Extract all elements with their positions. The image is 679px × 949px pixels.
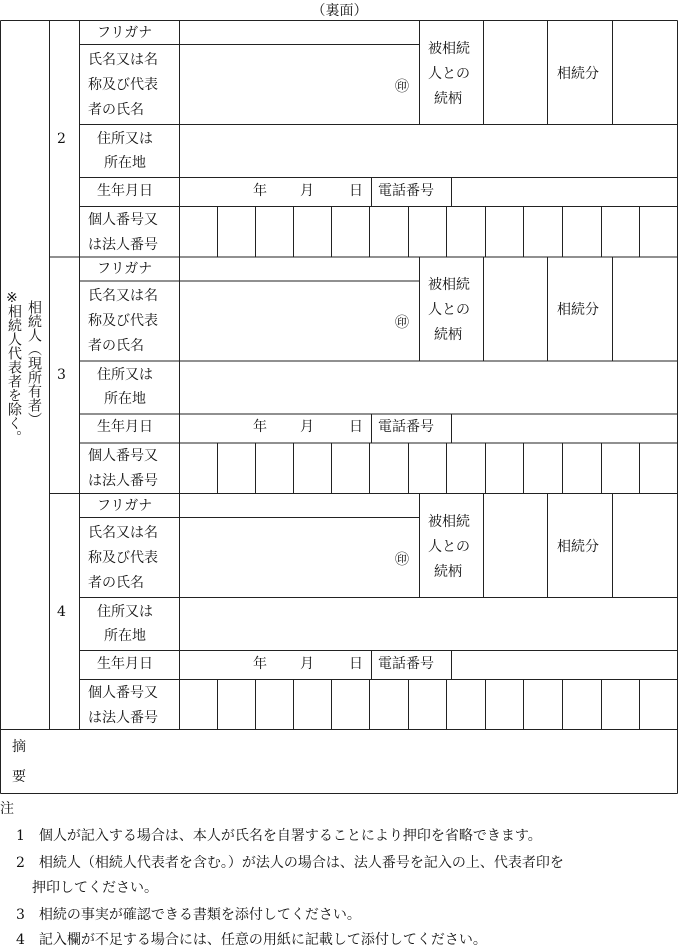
block-3-id-digit-8[interactable] (449, 445, 485, 493)
block-3-id-digit-9[interactable] (488, 445, 523, 493)
block-2-birth-label: 生年月日 (97, 182, 153, 199)
block-2-id-digit-8[interactable] (449, 209, 485, 257)
block-2-number: 2 (57, 130, 66, 147)
block-2-name-label-2: 称及び代表 (88, 76, 158, 93)
block-3-month-label: 月 (300, 419, 314, 435)
block-2-phone-field[interactable] (453, 180, 676, 207)
block-4-id-digit-4[interactable] (296, 682, 331, 730)
block-4-address-label-2: 所在地 (104, 627, 146, 644)
block-4-id-digit-2[interactable] (220, 682, 255, 730)
block-2-share-field[interactable] (614, 23, 676, 124)
block-2-id-digit-11[interactable] (565, 209, 601, 257)
heirs-form (0, 20, 678, 794)
block-4-address-label-1: 住所又は (97, 603, 153, 620)
block-2-name-label-3: 者の氏名 (88, 101, 144, 118)
block-2-share-label: 相続分 (557, 65, 599, 82)
block-3-address-label-1: 住所又は (97, 367, 153, 383)
block-3-id-digit-12[interactable] (604, 445, 639, 493)
block-3-id-digit-5[interactable] (334, 445, 369, 493)
block-3-id-digit-1[interactable] (182, 445, 217, 493)
block-4-id-digit-3[interactable] (258, 682, 293, 730)
block-4-phone-label: 電話番号 (378, 655, 434, 672)
block-2-address-label-1: 住所又は (97, 130, 153, 147)
block-2-id-digit-10[interactable] (526, 209, 562, 257)
block-2-id-digit-5[interactable] (334, 209, 369, 257)
block-4-address-field[interactable] (181, 600, 676, 651)
block-3-id-digit-4[interactable] (296, 445, 331, 493)
block-2-id-label-1: 個人番号又 (88, 211, 158, 228)
block-3-relation-label-1: 被相続 (428, 277, 470, 293)
block-3-relation-label-2: 人との (428, 302, 470, 318)
block-2-id-digit-3[interactable] (258, 209, 293, 257)
block-4-day-label: 日 (349, 655, 363, 672)
block-2-year-label: 年 (253, 182, 267, 199)
block-4-seal-mark: ㊞ (395, 551, 409, 568)
block-4-id-digit-5[interactable] (334, 682, 369, 730)
block-4-id-digit-11[interactable] (565, 682, 601, 730)
page-title: （裏面） (311, 3, 368, 19)
block-2-id-digit-12[interactable] (604, 209, 639, 257)
block-2-name-field[interactable] (181, 47, 417, 125)
block-2-furigana-label: フリガナ (97, 24, 153, 41)
side-mark: ※ (6, 290, 18, 306)
block-3-day-label: 日 (349, 419, 363, 435)
block-4-furigana-field[interactable] (181, 496, 417, 517)
block-3-relation-label-3: 続柄 (434, 327, 462, 343)
block-4-id-digit-9[interactable] (488, 682, 523, 730)
side-label-line1: 相続人（現所有者） (26, 300, 42, 426)
block-4-year-label: 年 (253, 655, 267, 672)
block-3-id-label-1: 個人番号又 (88, 448, 158, 464)
block-2-address-label-2: 所在地 (104, 154, 146, 171)
block-2-furigana-field[interactable] (181, 23, 417, 44)
block-4-id-digit-6[interactable] (372, 682, 408, 730)
block-4-share-label: 相続分 (557, 538, 599, 555)
block-4-relation-label-2: 人との (428, 538, 470, 555)
block-3-number: 3 (57, 367, 66, 383)
block-4-birthdate-field[interactable] (181, 653, 370, 680)
block-3-id-digit-10[interactable] (526, 445, 562, 493)
block-3-furigana-label: フリガナ (97, 261, 153, 277)
remarks-label-1: 摘 (12, 739, 26, 755)
block-4-phone-field[interactable] (453, 653, 676, 680)
block-4-share-field[interactable] (614, 496, 676, 597)
block-3-id-digit-7[interactable] (411, 445, 446, 493)
block-3-address-field[interactable] (181, 363, 676, 414)
block-3-id-digit-2[interactable] (220, 445, 255, 493)
block-4-name-label-1: 氏名又は名 (88, 524, 158, 541)
block-4-furigana-label: フリガナ (97, 497, 153, 514)
block-4-name-label-2: 称及び代表 (88, 549, 158, 566)
block-3-year-label: 年 (253, 419, 267, 435)
block-3-name-label-3: 者の氏名 (88, 338, 144, 354)
block-2-id-digit-1[interactable] (182, 209, 217, 257)
block-2-relation-field[interactable] (485, 23, 546, 124)
block-3-id-digit-11[interactable] (565, 445, 601, 493)
note-3: 3 相続の事実が確認できる書類を添付してください。 (16, 907, 361, 923)
block-4-name-label-3: 者の氏名 (88, 574, 144, 591)
block-2-id-digit-2[interactable] (220, 209, 255, 257)
block-4-id-digit-8[interactable] (449, 682, 485, 730)
block-2-month-label: 月 (300, 182, 314, 199)
block-2-name-label-1: 氏名又は名 (88, 51, 158, 68)
block-3-birth-label: 生年月日 (97, 419, 153, 435)
block-3-name-label-1: 氏名又は名 (88, 288, 158, 304)
block-2-address-field[interactable] (181, 127, 676, 178)
block-4-number: 4 (57, 603, 66, 620)
block-4-relation-field[interactable] (485, 496, 546, 597)
block-2-id-digit-9[interactable] (488, 209, 523, 257)
block-3-share-field[interactable] (614, 259, 676, 360)
note-2-cont: 押印してください。 (32, 880, 158, 896)
remarks-field[interactable] (50, 730, 676, 792)
block-3-phone-label: 電話番号 (378, 419, 434, 435)
block-2-id-digit-7[interactable] (411, 209, 446, 257)
block-4-id-digit-1[interactable] (182, 682, 217, 730)
block-3-seal-mark: ㊞ (395, 315, 409, 331)
block-4-relation-label-3: 続柄 (434, 563, 462, 580)
block-4-id-label-1: 個人番号又 (88, 684, 158, 701)
note-4: 4 記入欄が不足する場合には、任意の用紙に記載して添付してください。 (16, 932, 487, 948)
block-2-relation-label-3: 続柄 (434, 90, 462, 107)
block-3-id-digit-3[interactable] (258, 445, 293, 493)
block-2-id-label-2: は法人番号 (88, 236, 158, 253)
block-3-id-digit-6[interactable] (372, 445, 408, 493)
block-2-phone-label: 電話番号 (378, 182, 434, 199)
block-3-id-label-2: は法人番号 (88, 473, 158, 489)
block-4-id-digit-12[interactable] (604, 682, 639, 730)
block-3-address-label-2: 所在地 (104, 391, 146, 407)
block-3-phone-field[interactable] (453, 416, 676, 443)
block-2-day-label: 日 (349, 182, 363, 199)
block-4-id-digit-10[interactable] (526, 682, 562, 730)
block-4-month-label: 月 (300, 655, 314, 672)
block-2-seal-mark: ㊞ (395, 78, 409, 95)
block-4-birth-label: 生年月日 (97, 655, 153, 672)
block-2-id-digit-4[interactable] (296, 209, 331, 257)
block-4-id-digit-7[interactable] (411, 682, 446, 730)
block-3-relation-field[interactable] (485, 259, 546, 360)
note-1: 1 個人が記入する場合は、本人が氏名を自署することにより押印を省略できます。 (16, 828, 542, 844)
block-3-birthdate-field[interactable] (181, 416, 370, 443)
block-3-name-label-2: 称及び代表 (88, 313, 158, 329)
block-4-id-label-2: は法人番号 (88, 709, 158, 726)
remarks-label-2: 要 (12, 769, 26, 785)
note-2: 2 相続人（相続人代表者を含む。）が法人の場合は、法人番号を記入の上、代表者印を (16, 855, 564, 871)
block-3-furigana-field[interactable] (181, 259, 417, 280)
block-4-relation-label-1: 被相続 (428, 513, 470, 530)
notes-heading: 注 (0, 801, 14, 817)
block-2-id-digit-6[interactable] (372, 209, 408, 257)
side-label-line2: 相続人代表者を除く。 (6, 304, 22, 444)
block-2-relation-label-2: 人との (428, 65, 470, 82)
block-3-share-label: 相続分 (557, 302, 599, 318)
block-4-name-field[interactable] (181, 520, 417, 598)
block-3-name-field[interactable] (181, 283, 417, 361)
block-2-birthdate-field[interactable] (181, 180, 370, 207)
block-2-relation-label-1: 被相続 (428, 40, 470, 57)
